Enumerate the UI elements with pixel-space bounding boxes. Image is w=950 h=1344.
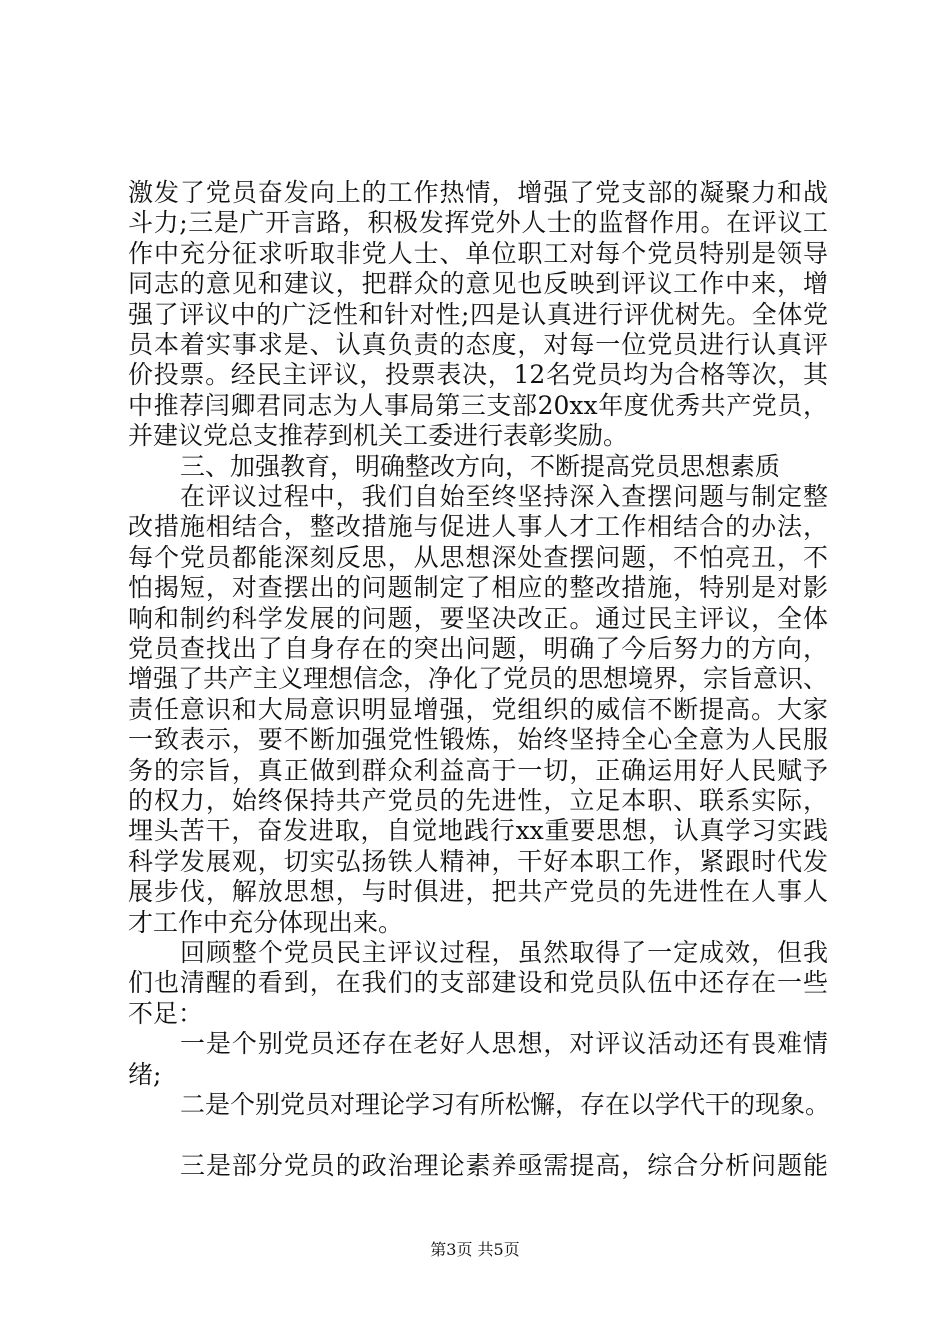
text-line: 同志的意见和建议，把群众的意见也反映到评议工作中来，增 <box>128 269 828 299</box>
text-line: 一是个别党员还存在老好人思想，对评议活动还有畏难情 <box>180 1029 828 1059</box>
text-line: 三、加强教育，明确整改方向，不断提高党员思想素质 <box>180 451 781 481</box>
text-line: 党员查找出了自身存在的突出问题，明确了今后努力的方向， <box>128 634 828 663</box>
text-line: 响和制约科学发展的问题，要坚决改正。通过民主评议，全体 <box>128 603 828 633</box>
text-line: 斗力;三是广开言路，积极发挥党外人士的监督作用。在评议工 <box>128 208 828 238</box>
text-line: 改措施相结合，整改措施与促进人事人才工作相结合的办法， <box>128 512 828 542</box>
text-line: 作中充分征求听取非党人士、单位职工对每个党员特别是领导 <box>128 238 828 268</box>
text-line: 激发了党员奋发向上的工作热情，增强了党支部的凝聚力和战 <box>128 178 828 207</box>
page-footer: 第3页 共5页 <box>430 1240 520 1259</box>
text-line: 并建议党总支推荐到机关工委进行表彰奖励。 <box>128 421 629 451</box>
text-line: 埋头苦干，奋发进取，自觉地践行xx重要思想，认真学习实践 <box>128 816 828 846</box>
text-line: 务的宗旨，真正做到群众利益高于一切，正确运用好人民赋予 <box>128 755 828 785</box>
text-line: 三是部分党员的政治理论素养亟需提高，综合分析问题能 <box>180 1150 828 1180</box>
text-line: 的权力，始终保持共产党员的先进性，立足本职、联系实际， <box>128 786 828 815</box>
text-line: 每个党员都能深刻反思，从思想深处查摆问题，不怕亮丑，不 <box>128 542 828 572</box>
text-line: 责任意识和大局意识明显增强，党组织的威信不断提高。大家 <box>128 694 828 724</box>
text-line: 不足： <box>128 998 204 1028</box>
text-line: 强了评议中的广泛性和针对性;四是认真进行评优树先。全体党 <box>128 299 828 329</box>
text-line: 怕揭短，对查摆出的问题制定了相应的整改措施，特别是对影 <box>128 573 828 603</box>
text-line: 二是个别党员对理论学习有所松懈，存在以学代干的现象。 <box>180 1090 831 1119</box>
text-line: 中推荐闫卿君同志为人事局第三支部20xx年度优秀共产党员， <box>128 390 828 420</box>
text-line: 才工作中充分体现出来。 <box>128 907 404 937</box>
text-line: 在评议过程中，我们自始至终坚持深入查摆问题与制定整 <box>180 482 828 511</box>
text-line: 增强了共产主义理想信念，净化了党员的思想境界，宗旨意识、 <box>128 664 829 694</box>
text-line: 员本着实事求是、认真负责的态度，对每一位党员进行认真评 <box>128 330 828 359</box>
text-line: 绪; <box>128 1059 162 1089</box>
text-line: 们也清醒的看到，在我们的支部建设和党员队伍中还存在一些 <box>128 968 828 998</box>
text-line: 价投票。经民主评议，投票表决，12名党员均为合格等次，其 <box>128 360 828 390</box>
text-line: 展步伐，解放思想，与时俱进，把共产党员的先进性在人事人 <box>128 877 828 907</box>
text-line: 一致表示，要不断加强党性锻炼，始终坚持全心全意为人民服 <box>128 725 828 755</box>
text-line: 科学发展观，切实弘扬铁人精神，干好本职工作，紧跟时代发 <box>128 846 828 876</box>
text-line: 回顾整个党员民主评议过程，虽然取得了一定成效，但我 <box>180 938 828 967</box>
